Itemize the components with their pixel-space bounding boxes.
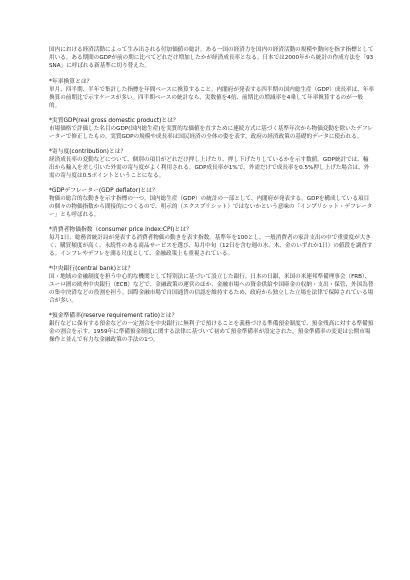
definition-title: *寄与度(contribution)とは？ (49, 149, 127, 155)
definition-item (49, 148, 374, 180)
definition-body: 単月、四半期、半年で集計した指標を年間ベースに換算すること。内閣府が発表する四半期の国内総生産（GDP）成長率は、年率換算の前期比で示すケースが多い。四半期ベースの統計なら、実数値を4倍、前期比の増減率を4乗して年率換算するのが一般的。 (49, 87, 374, 109)
definition-body: 経済成長率の変動などについて、個別の項目がどれだけ押し上げたり、押し下げたりしているかを示す数値。GDP統計では、輸出から輸入を差し引いた外需の寄与度がよく利用される。GDP成長率が1%で、外需だけで成長率を0.5%押し上げた場合は、外需の寄与度は0.5ポイントということになる。 (49, 157, 370, 179)
definition-item (49, 265, 374, 305)
definition-item (49, 78, 374, 110)
definition-title: *消費者物価指数（consumer price index:CPI)とは？ (49, 227, 192, 233)
definition-title: *年率換算とは？ (49, 79, 93, 85)
definition-title: *GDPデフレーター(GDP deflator)とは？ (49, 188, 158, 194)
definition-item (49, 187, 374, 219)
intro-paragraph: 国内における経済活動によって生み出される付加価値の総計。ある一国の経済力を国内の経済活動の規模や動向を指す指標として用いる。ある期間のGDPが前の期に比べてどれだけ増加したかが経済成長率となる。日本では2000年から統計の作成方法を「93SNA」に呼ばれる新基準に切り替えた。 (49, 47, 374, 69)
definition-item (49, 117, 374, 141)
definition-item (49, 226, 374, 258)
definition-item (49, 312, 374, 344)
definition-title: *実質GDP(real gross domestic product)とは？ (49, 118, 179, 124)
definition-body: 毎月1日、総務省統計局が発表する消費者物価の動きを表す指数。基準年を100とし、一般消費者の家計支出の中で重要度が大きく、購買頻度が高く、永続性のある商品サービスを選び、毎月中旬（12日を含む週の水、木、金のいずれか1日）の値段を調査する。インフレやデフレを測る尺度として、金融政策上も重視されている。 (49, 235, 373, 257)
definition-title: *中央銀行(central bank)とは？ (49, 266, 134, 272)
definition-body: 物価の総合的な動きを示す指標の一つ。国内総生産（GDP）の統計の一部として、内閣府が発表する。GDPを構成している項目の個々の物価指数から間接的につくるので、明示的（エクスプリシット）ではないかという意味の「インプリシット・デフレーター」とも呼ばれる。 (49, 196, 373, 218)
definition-body: 市場価格で評価した名目のGDP(国内総生産)を実質的な価値を直すために連続方式に基づく基準年次から物価変動を除いたデフレーターで修正したもの。実質GDPの規模や成長率は国民経済の全体の姿を表す、政府の経済政策の基礎的データに使われる。 (49, 126, 373, 140)
definition-body: 国・地域の金融制度を担う中心的な機関として特別法に基づいて設立した銀行。日本の日銀、米国の米連邦準備理事会（FRB）、ユーロ圏の欧州中央銀行（ECB）などで、金融政策の運営のほか、金融市場への資金供給や国庫金の収納・支出・保管、外国為替の集中決済などの役割を担う。国際金融市場で自国通貨の信認を維持するため、政府から独立した立場を法律で保障されている場合が多い。 (49, 274, 374, 304)
definition-title: *預金準備率(reserve requirement ratio)とは？ (49, 313, 178, 319)
definition-body: 銀行などに保有する預金などの一定割合を中央銀行に無利子で預けることを義務づける準備預金制度で、預金残高に対する準備預金の割合を示す。1959年に準備預金制度に関する法律に基づいて初めて預金準備率が設定された。預金準備率の変更は公開市場操作と並んで有力な金融政策の手法の1つ。 (49, 321, 374, 343)
